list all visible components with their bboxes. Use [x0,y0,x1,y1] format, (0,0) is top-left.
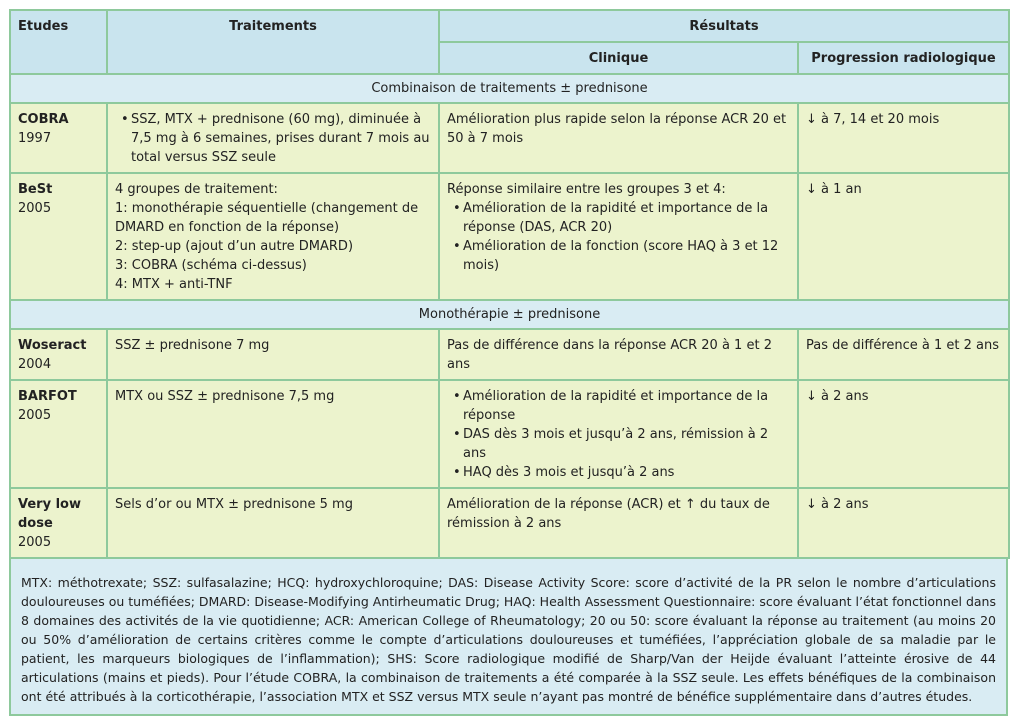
header-treatments: Traitements [107,10,439,74]
table-row-best [10,173,1009,300]
study-name-barfot: BARFOT [18,389,77,404]
clinical-bullet: • Amélioration de la fonction (score HAQ à 3 et 12 mois) [447,237,790,275]
study-name-woseract: Woseract [18,338,87,353]
treatment-line: 3: COBRA (schéma ci-dessus) [115,258,307,273]
clinical-bullet: • Amélioration de la rapidité et importance de la réponse (DAS, ACR 20) [447,199,790,237]
treatment-cell-best [107,173,439,300]
radiological-cell-barfot: ↓ à 2 ans [798,380,1009,488]
study-cell-barfot [10,380,107,488]
header-radiological: Progression radiologique [798,42,1009,74]
treatment-cell-barfot: MTX ou SSZ ± prednisone 7,5 mg [107,380,439,488]
study-year-woseract: 2004 [18,357,52,372]
clinical-intro-best: Réponse similaire entre les groupes 3 et 4: [447,182,726,197]
study-name-verylow: Very low dose [18,497,81,531]
clinical-bullet: • HAQ dès 3 mois et jusqu’à 2 ans [447,463,790,482]
clinical-cell-cobra: Amélioration plus rapide selon la réponse ACR 20 et 50 à 7 mois [439,103,798,173]
study-name-cobra: COBRA [18,112,69,127]
table-row-woseract [10,329,1009,380]
table-row-verylow [10,488,1009,558]
header-studies: Etudes [10,10,107,74]
treatment-bullet-cobra: • SSZ, MTX + prednisone (60 mg), diminuée à 7,5 mg à 6 semaines, prises durant 7 mois au total versus SSZ seule [115,110,431,167]
radiological-cell-best: ↓ à 1 an [798,173,1009,300]
section-title-monotherapy: Monothérapie ± prednisone [10,300,1009,329]
study-cell-cobra [10,103,107,173]
treatment-line: 4 groupes de traitement: [115,182,278,197]
treatment-line: 2: step-up (ajout d’un autre DMARD) [115,239,354,254]
header-results: Résultats [439,10,1009,42]
treatment-cell-woseract: SSZ ± prednisone 7 mg [107,329,439,380]
study-cell-best [10,173,107,300]
radiological-cell-woseract: Pas de différence à 1 et 2 ans [798,329,1009,380]
section-row-monotherapy [10,300,1009,329]
treatment-cell-verylow: Sels d’or ou MTX ± prednisone 5 mg [107,488,439,558]
study-cell-woseract [10,329,107,380]
footnote: MTX: méthotrexate; SSZ: sulfasalazine; HCQ: hydroxychloroquine; DAS: Disease Activity Score: score d’activité de la PR selon le nombre d’articulations douloureuses ou tuméfiées; DMARD: Disease-Modifying Antirheumatic Drug; HAQ: Health Assessment Questionnaire: score évaluant l’état fonctionnel dans 8 domaines des activités de la vie quotidienne; ACR: American College of Rheumatology; 20 ou 50: score évaluant la réponse au traitement (au moins 20 ou 50% d’amélioration de certains critères comme le compte d’articulations douloureuses et tuméfiées, l’appréciation globale de sa maladie par le patient, les marqueurs biologiques de l’inflammation); SHS: Score radiologique modifié de Sharp/Van der Heijde évaluant l’atteinte érosive de 44 articulations (mains et pieds). Pour l’étude COBRA, la combinaison de traitements a été comparée à la SSZ seule. Les effets bénéfiques de la combinaison ont été attribués à la corticothérapie, l’association MTX et SSZ versus MTX seule n’ayant pas montré de bénéfice supplémentaire dans d’autres études. [9,559,1008,716]
study-year-cobra: 1997 [18,131,52,146]
header-clinical: Clinique [439,42,798,74]
section-row-combination [10,74,1009,103]
clinical-cell-verylow: Amélioration de la réponse (ACR) et ↑ du taux de rémission à 2 ans [439,488,798,558]
study-cell-verylow [10,488,107,558]
radiological-cell-cobra: ↓ à 7, 14 et 20 mois [798,103,1009,173]
study-year-barfot: 2005 [18,408,52,423]
clinical-bullet: • DAS dès 3 mois et jusqu’à 2 ans, rémission à 2 ans [447,425,790,463]
treatment-line: 4: MTX + anti-TNF [115,277,233,292]
table-row-cobra [10,103,1009,173]
clinical-bullet: • Amélioration de la rapidité et importance de la réponse [447,387,790,425]
header-row [10,10,1009,42]
clinical-cell-barfot [439,380,798,488]
study-name-best: BeSt [18,182,53,197]
clinical-cell-woseract: Pas de différence dans la réponse ACR 20 à 1 et 2 ans [439,329,798,380]
treatment-cell-cobra [107,103,439,173]
section-title-combination: Combinaison de traitements ± prednisone [10,74,1009,103]
treatment-line: 1: monothérapie séquentielle (changement de DMARD en fonction de la réponse) [115,201,419,235]
radiological-cell-verylow: ↓ à 2 ans [798,488,1009,558]
study-year-best: 2005 [18,201,52,216]
study-table-container [9,9,1008,716]
study-year-verylow: 2005 [18,535,52,550]
study-comparison-table [9,9,1010,559]
table-row-barfot [10,380,1009,488]
clinical-cell-best [439,173,798,300]
